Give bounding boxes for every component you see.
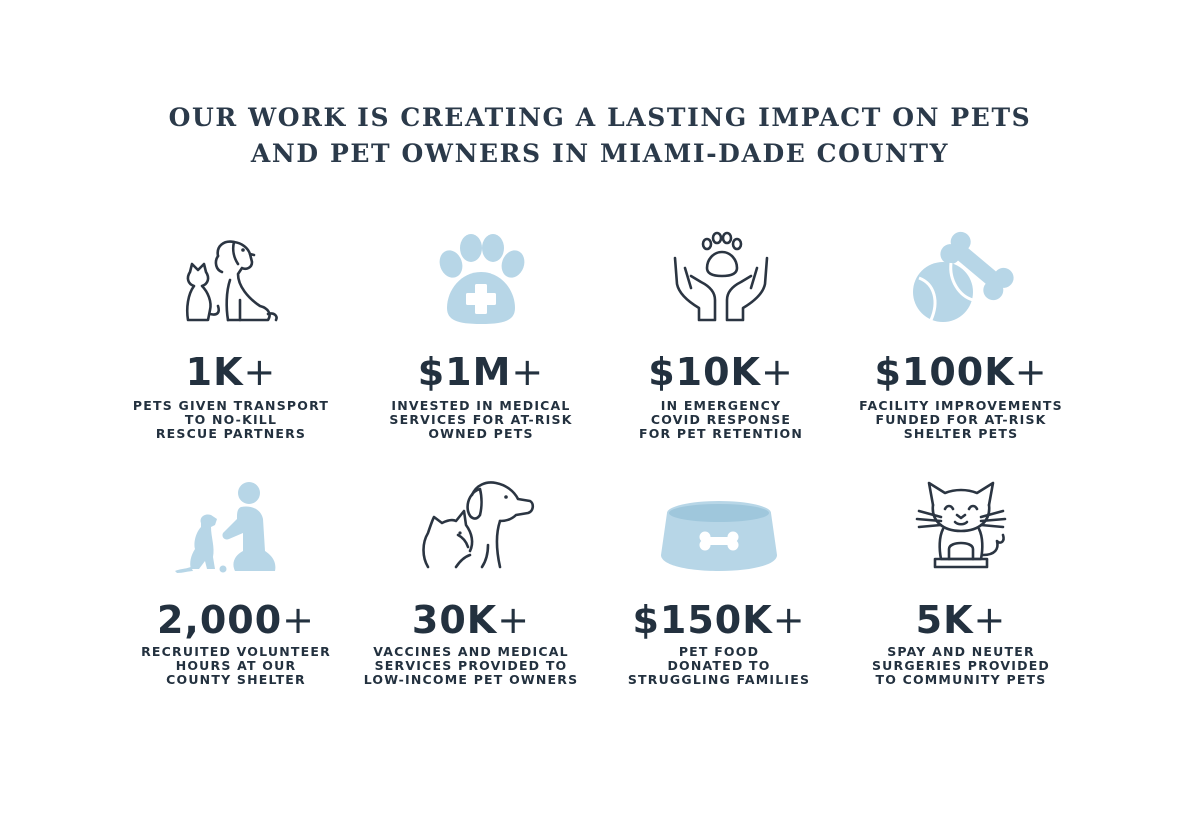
volunteer-with-dog-icon — [171, 475, 291, 575]
medical-paw-icon — [421, 228, 541, 328]
stat-medical-investment — [356, 228, 606, 458]
stat-caption: VACCINES AND MEDICAL SERVICES PROVIDED TO LOW-INCOME PET OWNERS — [363, 644, 579, 687]
stat-spay-neuter — [836, 475, 1086, 705]
stat-caption: PET FOOD DONATED TO STRUGGLING FAMILIES — [627, 644, 811, 687]
headline-line-1: OUR WORK IS CREATING A LASTING IMPACT ON PETS — [168, 103, 1032, 132]
stat-caption: FACILITY IMPROVEMENTS FUNDED FOR AT-RISK SHELTER PETS — [859, 398, 1063, 441]
dog-and-cat-heads-icon — [416, 475, 536, 575]
stat-value: 30K+ — [411, 598, 531, 642]
pet-food-bowl-icon — [657, 475, 777, 575]
stat-value: $150K+ — [632, 598, 806, 642]
stat-caption: PETS GIVEN TRANSPORT TO NO-KILL RESCUE PARTNERS — [132, 398, 330, 441]
stat-covid-response — [596, 228, 846, 458]
headline-line-2: AND PET OWNERS IN MIAMI-DADE COUNTY — [250, 139, 950, 168]
ball-and-bone-icon — [901, 228, 1021, 328]
stat-value: $1M+ — [417, 350, 545, 394]
headline — [0, 100, 1200, 172]
stat-caption: RECRUITED VOLUNTEER HOURS AT OUR COUNTY SHELTER — [141, 644, 331, 687]
stat-caption: INVESTED IN MEDICAL SERVICES FOR AT-RISK OWNED PETS — [389, 398, 573, 441]
stat-vaccines — [346, 475, 596, 705]
stat-pet-food — [594, 475, 844, 705]
stat-value: $100K+ — [874, 350, 1048, 394]
stat-volunteer-hours — [111, 475, 361, 705]
hands-holding-paw-icon — [661, 228, 781, 328]
stat-value: $10K+ — [648, 350, 794, 394]
stat-caption: SPAY AND NEUTER SURGERIES PROVIDED TO COMMUNITY PETS — [871, 644, 1051, 687]
sitting-cat-icon — [901, 475, 1021, 575]
dog-and-cat-icon — [168, 228, 288, 328]
stat-value: 5K+ — [915, 598, 1007, 642]
stat-caption: IN EMERGENCY COVID RESPONSE FOR PET RETENTION — [638, 398, 804, 441]
stat-value: 1K+ — [185, 350, 277, 394]
stat-transport — [106, 228, 356, 458]
stat-facility-improvements — [836, 228, 1086, 458]
stat-value: 2,000+ — [156, 598, 316, 642]
